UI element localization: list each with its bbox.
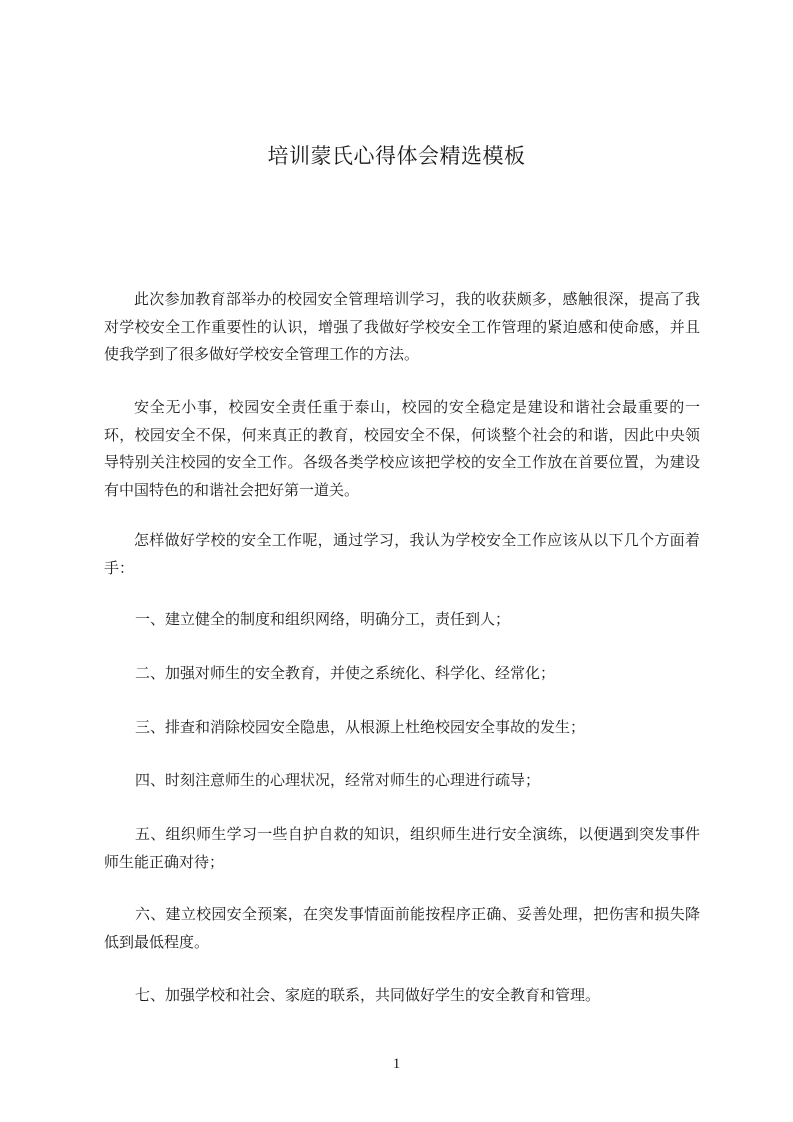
list-item-2: 二、加强对师生的安全教育，并使之系统化、科学化、经常化； [135, 664, 556, 682]
list-item-6: 六、建立校园安全预案，在突发事情面前能按程序正确、妥善处理，把伤害和损失降低到最低程度。 [104, 905, 700, 951]
page-number: 1 [392, 1056, 401, 1072]
paragraph-intro: 此次参加教育部举办的校园安全管理培训学习，我的收获颇多，感触很深，提高了我对学校安全工作重要性的认识，增强了我做好学校安全工作管理的紧迫感和使命感，并且使我学到了很多做好学校安全管理工作的方法。 [104, 290, 700, 363]
paragraph-approach: 怎样做好学校的安全工作呢，通过学习，我认为学校安全工作应该从以下几个方面着手： [104, 531, 700, 577]
list-item-3: 三、排查和消除校园安全隐患，从根源上杜绝校园安全事故的发生； [135, 718, 586, 736]
list-item-5: 五、组织师生学习一些自护自救的知识，组织师生进行安全演练，以便遇到突发事件师生能正确对待； [104, 825, 700, 871]
list-item-4: 四、时刻注意师生的心理状况，经常对师生的心理进行疏导； [135, 771, 541, 789]
list-item-7: 七、加强学校和社会、家庭的联系，共同做好学生的安全教育和管理。 [135, 986, 601, 1004]
list-item-1: 一、建立健全的制度和组织网络，明确分工，责任到人； [135, 610, 511, 628]
paragraph-safety-importance: 安全无小事，校园安全责任重于泰山，校园的安全稳定是建设和谐社会最重要的一环，校园安全不保，何来真正的教育，校园安全不保，何谈整个社会的和谐，因此中央领导特别关注校园的安全工作。各级各类学校应该把学校的安全工作放在首要位置，为建设有中国特色的和谐社会把好第一道关。 [104, 398, 700, 499]
document-title: 培训蒙氏心得体会精选模板 [267, 144, 526, 168]
